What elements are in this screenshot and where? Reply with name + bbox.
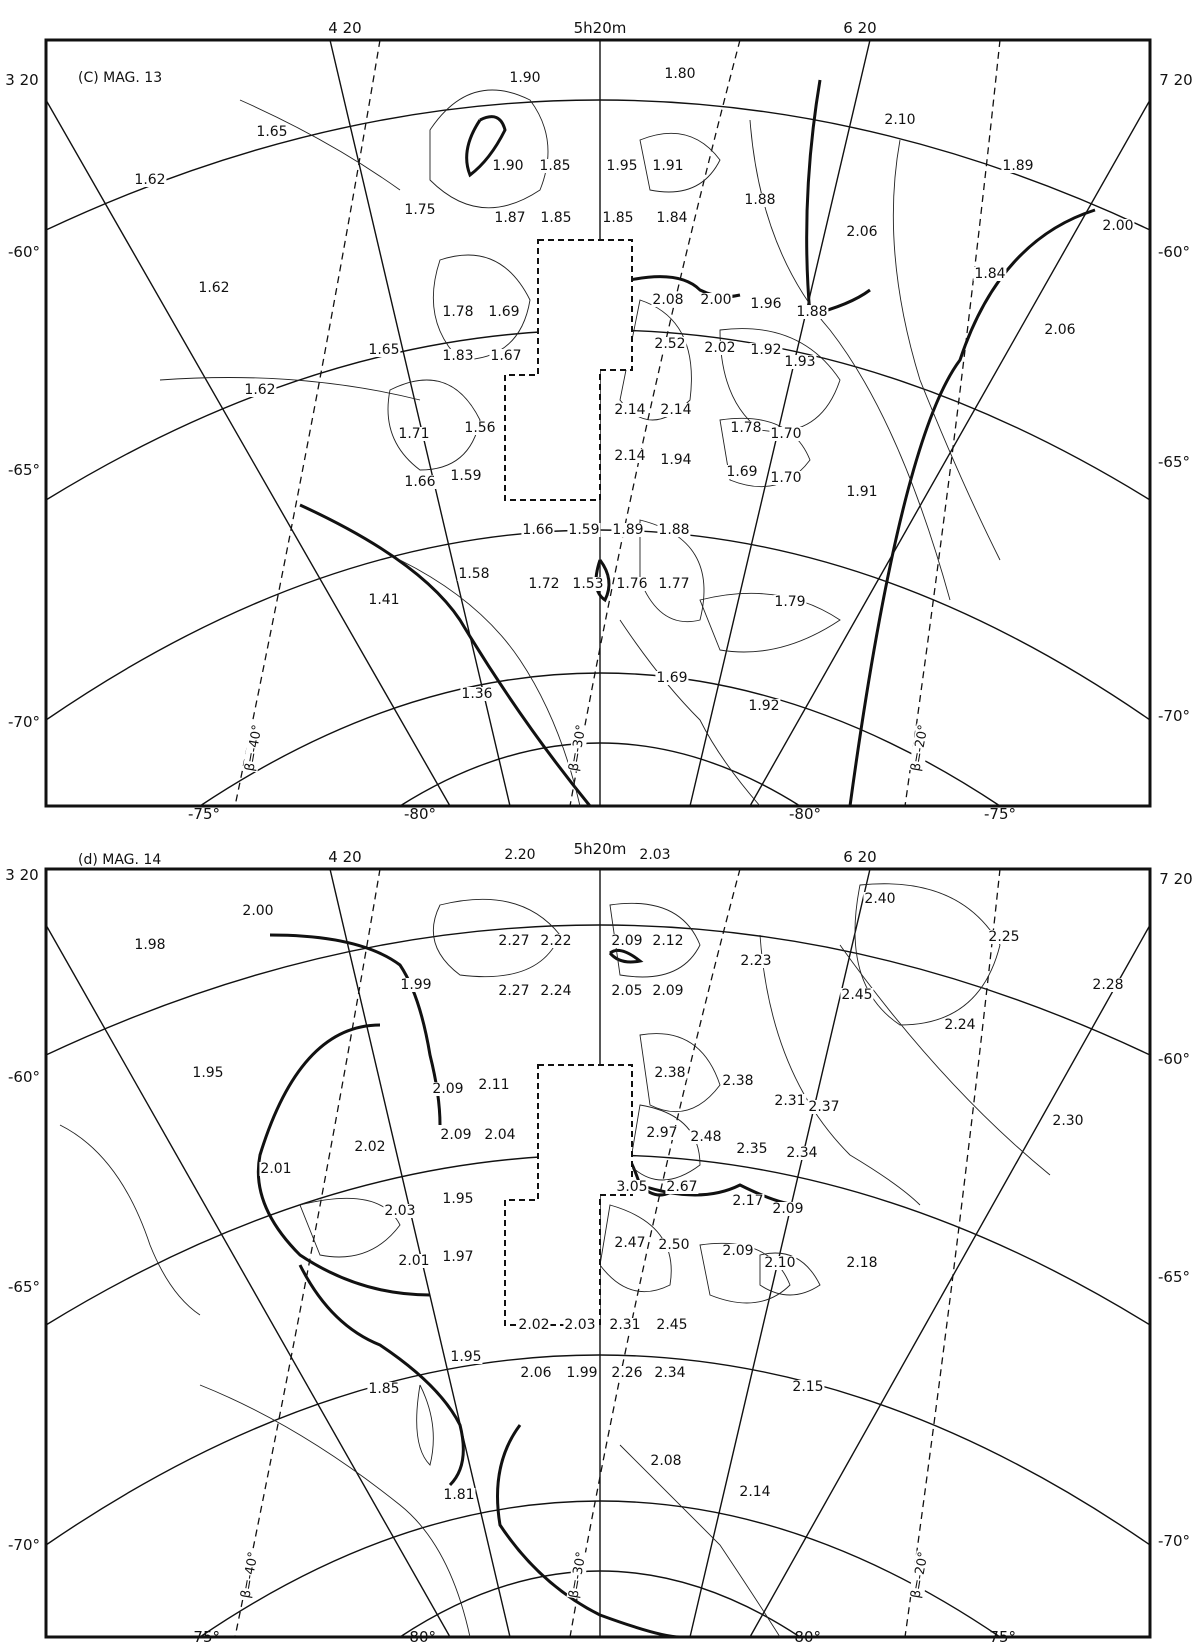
contour-value: 2.01 (398, 1253, 430, 1269)
contour-thick (300, 1265, 463, 1485)
contour-value: 1.88 (744, 192, 776, 208)
contour-value: 1.75 (404, 202, 436, 218)
dec-arc--60 (46, 100, 1150, 230)
ra-tick-label: 5h20m (573, 19, 627, 37)
contour-value: 2.20 (504, 847, 536, 863)
contour-value: 2.09 (772, 1201, 804, 1217)
contour-value: 2.04 (484, 1127, 516, 1143)
dec-tick-label: -60° (8, 1068, 40, 1086)
contour-value: 2.00 (242, 903, 274, 919)
contour-value: 2.08 (650, 1453, 682, 1469)
contour-value: 2.37 (808, 1099, 840, 1115)
contour-value: 1.91 (652, 158, 684, 174)
contour-value: 1.95 (450, 1349, 482, 1365)
dec-tick-label: -60° (1158, 243, 1190, 261)
contour-value: 1.88 (658, 522, 690, 538)
contour-value: 1.79 (774, 594, 806, 610)
contour-value: 1.85 (540, 210, 572, 226)
contour-value: 1.95 (192, 1065, 224, 1081)
contour-value: 1.69 (488, 304, 520, 320)
contour-thin (160, 378, 420, 401)
dec-tick-label: -65° (8, 461, 40, 479)
contour-value: 1.62 (134, 172, 166, 188)
contour-value: 2.25 (988, 929, 1020, 945)
contour-value: 2.97 (646, 1125, 678, 1141)
contour-map-mag-14 (0, 825, 1200, 1647)
contour-value: 2.47 (614, 1235, 646, 1251)
dec-tick-label: -80° (789, 805, 821, 823)
contour-value: 1.71 (398, 426, 430, 442)
contour-value: 2.27 (498, 983, 530, 999)
contour-value: 2.35 (736, 1141, 768, 1157)
contour-value: 3.05 (616, 1179, 648, 1195)
contour-value: 2.02 (518, 1317, 550, 1333)
contour-value: 1.97 (442, 1249, 474, 1265)
contour-thick (807, 80, 870, 315)
dec-tick-label: -75° (188, 1628, 220, 1646)
contour-value: 1.84 (656, 210, 688, 226)
contour-value: 1.65 (368, 342, 400, 358)
panel-title: (d) MAG. 14 (78, 852, 162, 868)
contour-value: 1.95 (442, 1191, 474, 1207)
dec-tick-label: -75° (984, 1628, 1016, 1646)
contour-value: 1.92 (750, 342, 782, 358)
contour-thin (60, 1125, 200, 1315)
ra-tick-label: 7 20 (1159, 870, 1193, 888)
contour-value: 2.14 (614, 402, 646, 418)
ra-tick-label: 5h20m (573, 840, 627, 858)
contour-value: 2.00 (700, 292, 732, 308)
contour-value: 1.72 (528, 576, 560, 592)
contour-value: 2.67 (666, 1179, 698, 1195)
contour-value: 2.02 (704, 340, 736, 356)
contour-value: 2.01 (260, 1161, 292, 1177)
contour-thin (417, 1385, 434, 1465)
ra-tick-label: 3 20 (5, 866, 39, 884)
contour-value: 1.83 (442, 348, 474, 364)
contour-value: 1.41 (368, 592, 400, 608)
contour-value: 1.95 (606, 158, 638, 174)
ra-tick-label: 3 20 (5, 71, 39, 89)
contour-value: 2.34 (786, 1145, 818, 1161)
ra-tick-label: 7 20 (1159, 71, 1193, 89)
beta-line--40 (235, 869, 380, 1637)
dec-tick-label: -65° (1158, 1268, 1190, 1286)
contour-value: 1.56 (464, 420, 496, 436)
contour-value: 1.36 (461, 686, 493, 702)
contour-value: 1.81 (443, 1487, 475, 1503)
ra-tick-label: 4 20 (328, 848, 362, 866)
dec-tick-label: -70° (8, 713, 40, 731)
contour-value: 1.69 (656, 670, 688, 686)
contour-value: 1.59 (568, 522, 600, 538)
contour-value: 2.45 (656, 1317, 688, 1333)
contour-value: 2.22 (540, 933, 572, 949)
dec-tick-label: -70° (8, 1536, 40, 1554)
unmeasured-region (505, 1065, 632, 1325)
beta-line--40 (235, 40, 380, 806)
ra-line-3h20 (46, 100, 450, 806)
contour-thin (200, 1385, 470, 1637)
contour-value: 2.28 (1092, 977, 1124, 993)
contour-value: 1.89 (1002, 158, 1034, 174)
dec-tick-label: -75° (188, 805, 220, 823)
contour-value: 2.05 (611, 983, 643, 999)
contour-value: 1.78 (730, 420, 762, 436)
contour-value: 1.66 (522, 522, 554, 538)
contour-value: 2.52 (654, 336, 686, 352)
contour-value: 1.85 (368, 1381, 400, 1397)
contour-value: 1.98 (134, 937, 166, 953)
beta-label: β=-40° (238, 1550, 262, 1600)
contour-value: 1.87 (494, 210, 526, 226)
contour-value: 1.85 (539, 158, 571, 174)
contour-value: 2.31 (609, 1317, 641, 1333)
beta-label: β=-40° (242, 723, 266, 773)
contour-value: 1.99 (400, 977, 432, 993)
contour-value: 2.02 (354, 1139, 386, 1155)
dec-tick-label: -80° (404, 805, 436, 823)
contour-thin (700, 593, 840, 652)
contour-value: 1.89 (612, 522, 644, 538)
contour-value: 2.40 (864, 891, 896, 907)
contour-value: 2.38 (654, 1065, 686, 1081)
contour-value: 1.67 (490, 348, 522, 364)
beta-label: β=-20° (908, 1550, 932, 1600)
contour-value: 2.31 (774, 1093, 806, 1109)
dec-arc--60 (46, 925, 1150, 1055)
dec-tick-label: -65° (1158, 453, 1190, 471)
dec-tick-label: -70° (1158, 707, 1190, 725)
contour-value: 2.09 (722, 1243, 754, 1259)
contour-thin (750, 120, 950, 600)
contour-value: 2.45 (841, 987, 873, 1003)
dec-tick-label: -60° (1158, 1050, 1190, 1068)
contour-value: 2.12 (652, 933, 684, 949)
contour-value: 1.77 (658, 576, 690, 592)
contour-value: 2.14 (660, 402, 692, 418)
contour-value: 2.10 (884, 112, 916, 128)
contour-value: 2.06 (520, 1365, 552, 1381)
contour-value: 2.09 (432, 1081, 464, 1097)
dec-tick-label: -80° (789, 1628, 821, 1646)
beta-line--20 (905, 40, 1000, 806)
contour-value: 2.50 (658, 1237, 690, 1253)
contour-value: 2.15 (792, 1379, 824, 1395)
contour-value: 2.24 (944, 1017, 976, 1033)
contour-value: 2.06 (846, 224, 878, 240)
dec-tick-label: -70° (1158, 1532, 1190, 1550)
contour-value: 2.34 (654, 1365, 686, 1381)
contour-value: 1.93 (784, 354, 816, 370)
contour-value: 1.96 (750, 296, 782, 312)
contour-value: 1.90 (492, 158, 524, 174)
dec-arc--70 (46, 530, 1150, 720)
dec-tick-label: -65° (8, 1278, 40, 1296)
contour-value: 1.53 (572, 576, 604, 592)
contour-value: 2.14 (614, 448, 646, 464)
contour-value: 2.11 (478, 1077, 510, 1093)
dec-tick-label: -75° (984, 805, 1016, 823)
contour-value: 2.03 (564, 1317, 596, 1333)
contour-value: 2.06 (1044, 322, 1076, 338)
contour-value: 1.91 (846, 484, 878, 500)
contour-value: 2.08 (652, 292, 684, 308)
ra-tick-label: 6 20 (843, 848, 877, 866)
contour-value: 2.09 (440, 1127, 472, 1143)
ra-tick-label: 6 20 (843, 19, 877, 37)
contour-thin (760, 935, 920, 1205)
beta-label: β=-30° (566, 723, 590, 773)
contour-value: 2.09 (652, 983, 684, 999)
contour-thin (620, 1445, 780, 1637)
contour-value: 1.92 (748, 698, 780, 714)
contour-value: 1.80 (664, 66, 696, 82)
contour-value: 1.78 (442, 304, 474, 320)
contour-value: 2.03 (384, 1203, 416, 1219)
contour-value: 1.69 (726, 464, 758, 480)
contour-map-mag-13 (0, 0, 1200, 823)
beta-line--20 (905, 869, 1000, 1637)
panel-title: (C) MAG. 13 (78, 70, 163, 86)
contour-value: 1.65 (256, 124, 288, 140)
contour-value: 2.27 (498, 933, 530, 949)
map-c-graphics (0, 0, 1200, 820)
contour-value: 1.90 (509, 70, 541, 86)
contour-value: 1.99 (566, 1365, 598, 1381)
dec-arc--70 (46, 1355, 1150, 1545)
dec-tick-label: -80° (404, 1628, 436, 1646)
contour-value: 1.62 (198, 280, 230, 296)
ra-line-3h20 (46, 925, 450, 1637)
map-d-graphics (0, 825, 1200, 1647)
contour-thick (610, 950, 640, 962)
contour-value: 1.70 (770, 426, 802, 442)
contour-value: 1.66 (404, 474, 436, 490)
contour-value: 2.24 (540, 983, 572, 999)
contour-value: 2.48 (690, 1129, 722, 1145)
contour-thin (620, 620, 760, 806)
contour-value: 2.23 (740, 953, 772, 969)
contour-value: 2.03 (639, 847, 671, 863)
contour-value: 2.26 (611, 1365, 643, 1381)
contour-value: 2.30 (1052, 1113, 1084, 1129)
contour-value: 2.10 (764, 1255, 796, 1271)
contour-value: 1.70 (770, 470, 802, 486)
contour-value: 1.94 (660, 452, 692, 468)
beta-label: β=-30° (566, 1550, 590, 1600)
contour-value: 1.59 (450, 468, 482, 484)
contour-thin (430, 90, 548, 208)
contour-thin (240, 100, 400, 190)
beta-label: β=-20° (908, 723, 932, 773)
contour-value: 2.14 (739, 1484, 771, 1500)
contour-thick (850, 210, 1095, 806)
contour-value: 1.76 (616, 576, 648, 592)
contour-value: 2.38 (722, 1073, 754, 1089)
contour-value: 1.62 (244, 382, 276, 398)
contour-value: 2.17 (732, 1193, 764, 1209)
contour-value: 1.88 (796, 304, 828, 320)
contour-value: 2.09 (611, 933, 643, 949)
contour-value: 1.84 (974, 266, 1006, 282)
contour-value: 1.85 (602, 210, 634, 226)
ra-line-6h20 (690, 40, 870, 806)
contour-thick (300, 505, 590, 806)
ra-tick-label: 4 20 (328, 19, 362, 37)
contour-value: 2.00 (1102, 218, 1134, 234)
dec-tick-label: -60° (8, 243, 40, 261)
contour-thin (840, 945, 1050, 1175)
contour-value: 2.18 (846, 1255, 878, 1271)
contour-value: 1.58 (458, 566, 490, 582)
